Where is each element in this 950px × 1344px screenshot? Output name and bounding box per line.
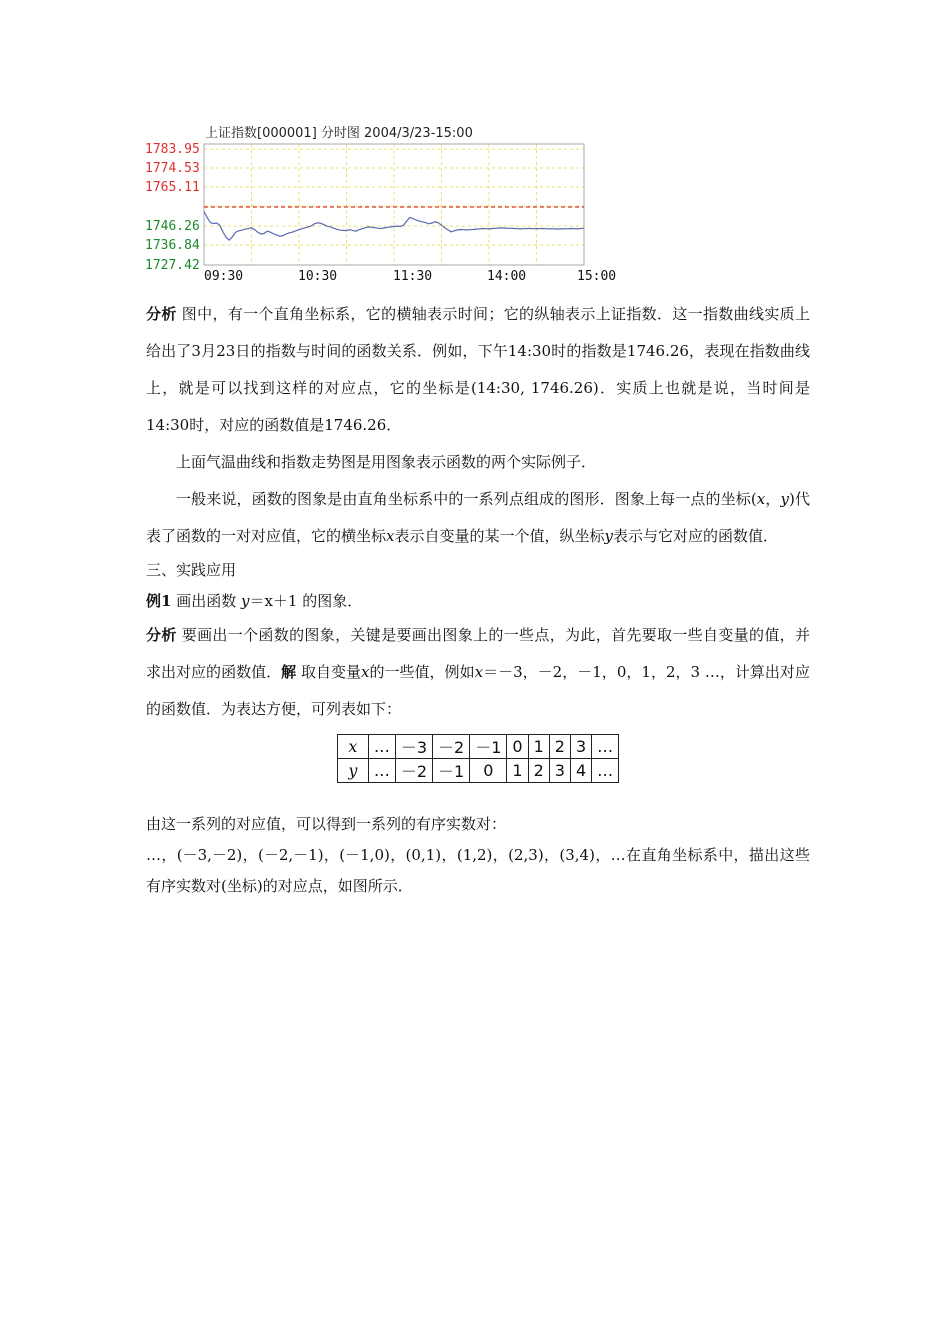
- chart-title: 上证指数[000001] 分时图 2004/3/23-15:00: [205, 126, 473, 141]
- table-row-y: [337, 759, 618, 783]
- table-cell: 1: [528, 735, 549, 759]
- x-tick-label: 10:30: [298, 269, 338, 284]
- y-tick-label: 1765.11: [145, 180, 200, 195]
- table-row-x: [337, 735, 618, 759]
- y-tick-label: 1746.26: [145, 219, 200, 234]
- table-cell: －3: [395, 735, 432, 759]
- table-cell: …: [592, 735, 619, 759]
- table-cell: x: [337, 735, 368, 759]
- table-cell: －2: [433, 735, 470, 759]
- x-tick-label: 15:00: [577, 269, 617, 284]
- chart-grid: [204, 144, 584, 265]
- paragraph-graph-definition: 一般来说，函数的图象是由直角坐标系中的一系列点组成的图形．图象上每一点的坐标(x，y)代表了函数的一对对应值，它的横坐标x表示自变量的某一个值，纵坐标y表示与它对应的函数值．: [146, 490, 810, 545]
- analysis-paragraph-1: [146, 296, 810, 444]
- paragraph-pairs-intro: 由这一系列的对应值，可以得到一系列的有序实数对：: [146, 815, 507, 833]
- example-label: 例1: [146, 592, 172, 610]
- analysis-paragraph-2: 分析 要画出一个函数的图象，关键是要画出图象上的一些点，为此，首先要取一些自变量的值，并求出对应的函数值．解 取自变量x的一些值，例如x＝－3，－2，－1，0，1，2，3 …，计算出对应的函数值．为表达方便，可列表如下：: [146, 626, 810, 718]
- table-cell: 1: [507, 759, 528, 783]
- table-cell: …: [368, 735, 395, 759]
- paragraph-pairs: …，(－3,－2)，(－2,－1)，(－1,0)，(0,1)，(1,2)，(2,3)，(3,4)，…在直角坐标系中，描出这些有序实数对(坐标)的对应点，如图所示．: [146, 846, 810, 895]
- x-tick-label: 11:30: [393, 269, 433, 284]
- value-table: [337, 734, 619, 783]
- analysis-label: 分析: [146, 305, 177, 323]
- y-tick-label: 1736.84: [145, 238, 200, 253]
- table-cell: －2: [395, 759, 432, 783]
- example-1: 例1 画出函数 y＝x＋1 的图象．: [146, 592, 363, 610]
- analysis-label-2: 分析: [146, 626, 177, 644]
- table-cell: 3: [570, 735, 591, 759]
- table-cell: 3: [549, 759, 570, 783]
- y-axis-ticks: [145, 142, 200, 273]
- table-cell: …: [592, 759, 619, 783]
- table-cell: …: [368, 759, 395, 783]
- x-axis-ticks: [204, 269, 616, 284]
- x-tick-label: 14:00: [487, 269, 527, 284]
- table-cell: －1: [470, 735, 507, 759]
- table-cell: y: [337, 759, 368, 783]
- paragraph-examples: 上面气温曲线和指数走势图是用图象表示函数的两个实际例子．: [176, 453, 597, 471]
- section-heading: 三、实践应用: [146, 561, 237, 579]
- table-cell: 0: [507, 735, 528, 759]
- table-cell: 2: [528, 759, 549, 783]
- value-table-wrapper: [146, 734, 810, 783]
- y-tick-label: 1774.53: [145, 161, 200, 176]
- table-cell: －1: [433, 759, 470, 783]
- analysis-text: 图中，有一个直角坐标系，它的横轴表示时间；它的纵轴表示上证指数．这一指数曲线实质上给出了3月23日的指数与时间的函数关系．例如，下午14:30时的指数是1746.26，表现在指数曲线上，就是可以找到这样的对应点，它的坐标是(14:30, 1746.26)．实质上也就是说，当时间是14:30时，对应的函数值是1746.26．: [146, 305, 810, 434]
- table-cell: 4: [570, 759, 591, 783]
- table-cell: 0: [470, 759, 507, 783]
- solution-label: 解: [281, 663, 297, 681]
- y-tick-label: 1727.42: [145, 258, 200, 273]
- y-tick-label: 1783.95: [145, 142, 200, 157]
- x-tick-label: 09:30: [204, 269, 244, 284]
- table-cell: 2: [549, 735, 570, 759]
- index-chart: [140, 120, 630, 290]
- document-body: [146, 296, 810, 902]
